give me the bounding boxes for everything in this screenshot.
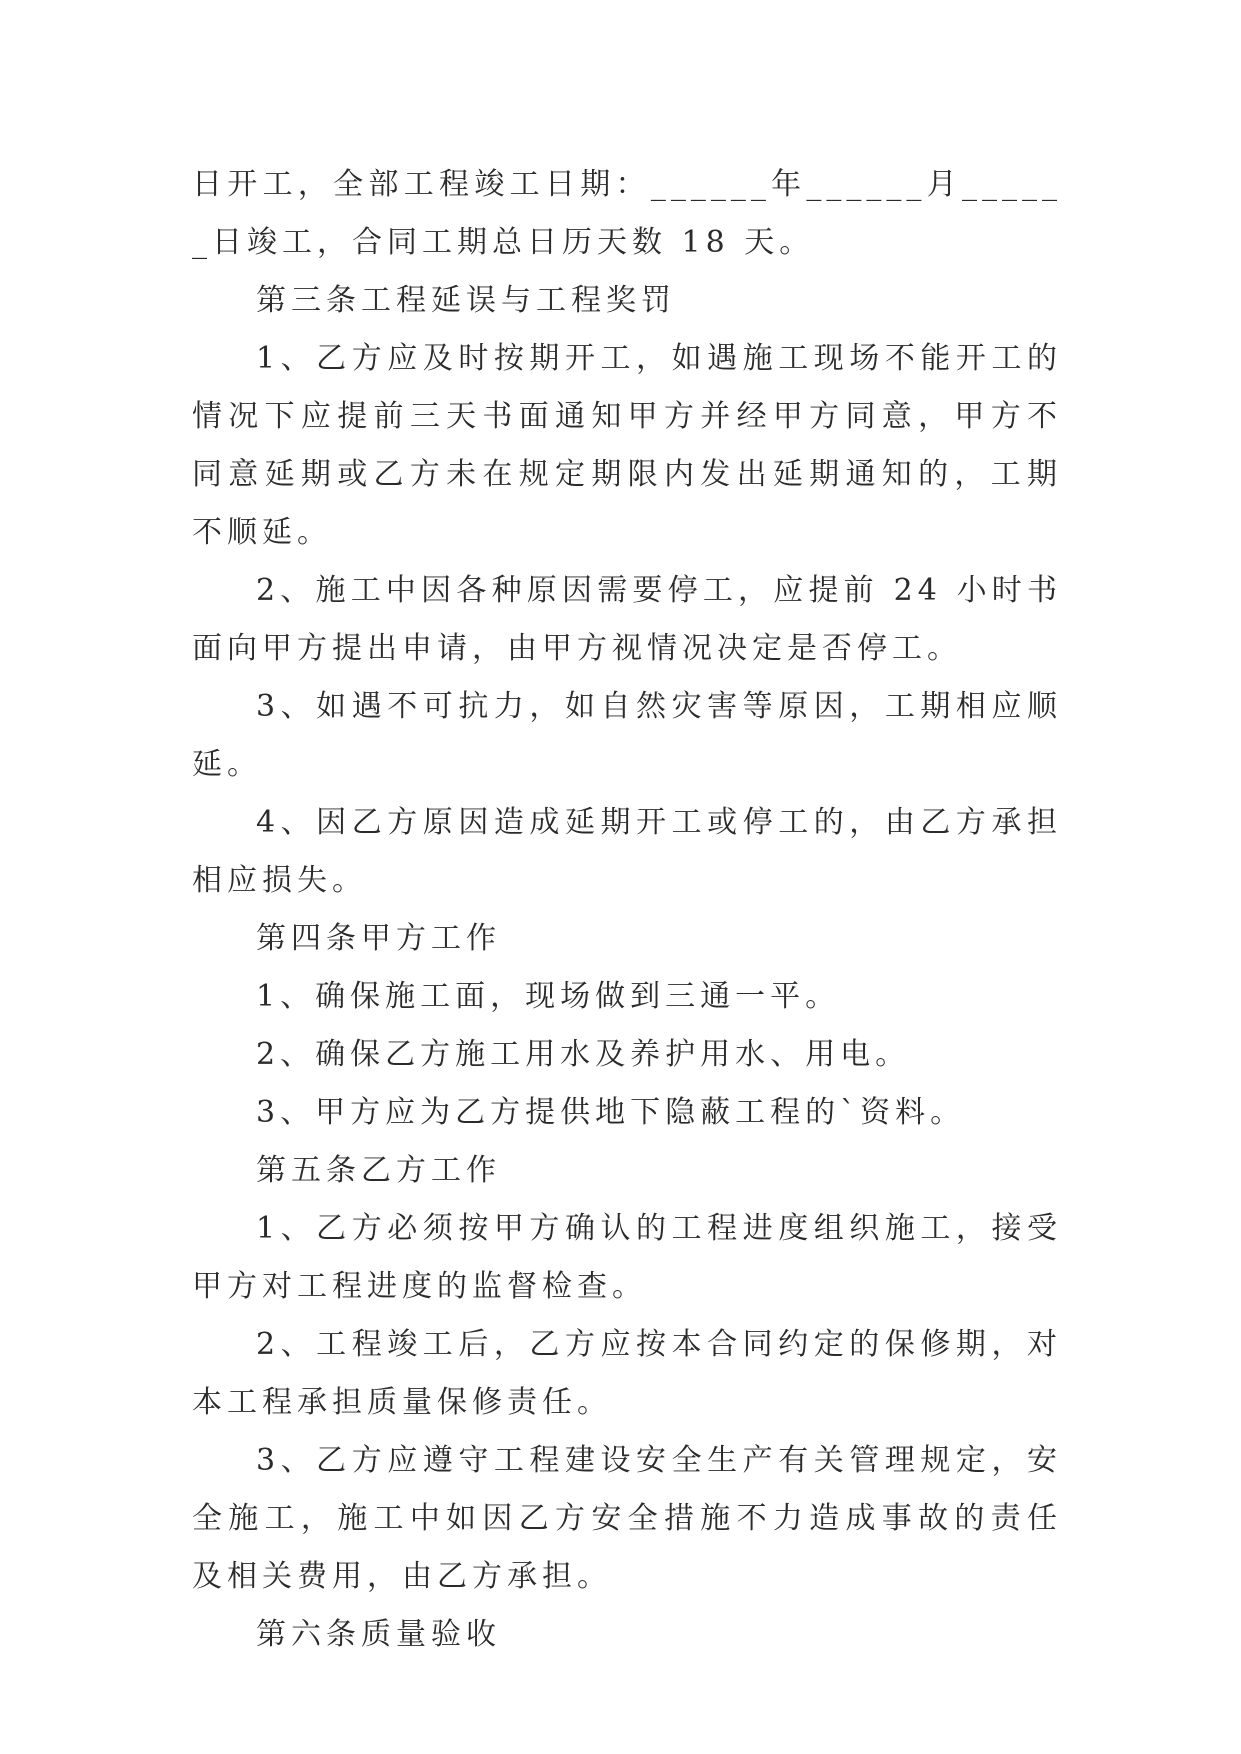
- paragraph-article-4-item-2: 2、确保乙方施工用水及养护用水、用电。: [256, 1037, 911, 1072]
- paragraph-completion-date: 日开工，全部工程竣工日期：______年______月______日竣工，合同工期总日历天数 18 天。: [192, 167, 1062, 260]
- heading-article-5: 第五条乙方工作: [256, 1153, 501, 1188]
- paragraph-article-3-item-4: 4、因乙方原因造成延期开工或停工的，由乙方承担相应损失。: [192, 805, 1062, 898]
- paragraph-article-3-item-3: 3、如遇不可抗力，如自然灾害等原因，工期相应顺延。: [192, 689, 1062, 782]
- paragraph-article-5-item-3: 3、乙方应遵守工程建设安全生产有关管理规定，安全施工，施工中如因乙方安全措施不力造成事故的责任及相关费用，由乙方承担。: [192, 1443, 1062, 1594]
- paragraph-article-5-item-2: 2、工程竣工后，乙方应按本合同约定的保修期，对本工程承担质量保修责任。: [192, 1327, 1062, 1420]
- paragraph-article-5-item-1: 1、乙方必须按甲方确认的工程进度组织施工，接受甲方对工程进度的监督检查。: [192, 1211, 1062, 1304]
- paragraph-article-3-item-2: 2、施工中因各种原因需要停工，应提前 24 小时书面向甲方提出申请，由甲方视情况决定是否停工。: [192, 573, 1062, 666]
- heading-article-4: 第四条甲方工作: [256, 921, 501, 956]
- heading-article-3: 第三条工程延误与工程奖罚: [256, 283, 676, 318]
- paragraph-article-3-item-1: 1、乙方应及时按期开工，如遇施工现场不能开工的情况下应提前三天书面通知甲方并经甲方同意，甲方不同意延期或乙方未在规定期限内发出延期通知的，工期不顺延。: [192, 341, 1062, 550]
- paragraph-article-4-item-3: 3、甲方应为乙方提供地下隐蔽工程的`资料。: [256, 1095, 966, 1130]
- heading-article-6: 第六条质量验收: [256, 1617, 501, 1652]
- document-body: [192, 156, 1062, 1664]
- paragraph-article-4-item-1: 1、确保施工面，现场做到三通一平。: [256, 979, 841, 1014]
